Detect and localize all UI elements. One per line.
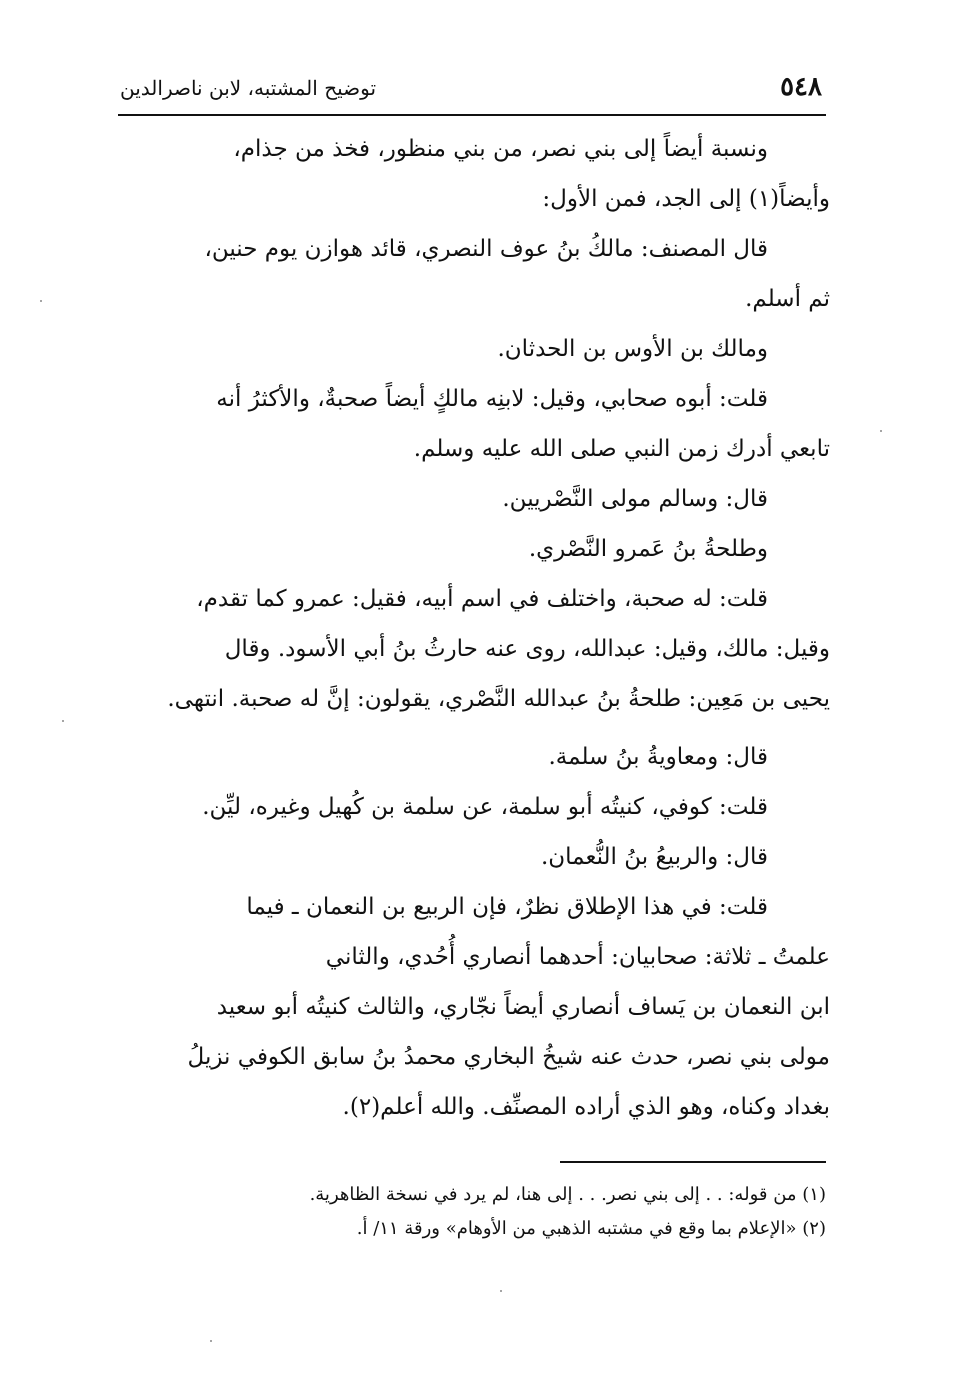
page-number: ٥٤٨	[780, 72, 822, 102]
text-line: قلت: له صحبة، واختلف في اسم أبيه، فقيل: عمرو كما تقدم،	[196, 586, 768, 612]
text-line: وأيضاً(١) إلى الجد، فمن الأول:	[542, 186, 830, 212]
text-line: وطلحةُ بنُ عَمرو النَّصْري.	[528, 536, 768, 562]
page-header	[118, 60, 826, 116]
scan-speckle	[210, 1340, 212, 1342]
text-line: قلت: أبوه صحابي، وقيل: لابنِه مالكٍ أيضاً صحبةٌ، والأكثرُ أنه	[216, 386, 768, 412]
scan-speckle	[500, 1290, 502, 1292]
text-line: قال المصنف: مالكُ بنُ عوف النصري، قائد هوازن يوم حنين،	[204, 236, 768, 262]
text-line: ثم أسلم.	[745, 286, 830, 312]
text-line: بغداد وكناه، وهو الذي أراده المصنِّف. والله أعلم(٢).	[342, 1094, 830, 1120]
text-line: مولى بني نصر، حدث عنه شيخُ البخاري محمدُ بنُ سابق الكوفي نزيلُ	[187, 1044, 830, 1070]
text-line: تابعي أدرك زمن النبي صلى الله عليه وسلم.	[413, 436, 830, 462]
footnotes	[108, 1178, 826, 1246]
text-line: علمتُ ـ ثلاثة: صحابيان: أحدهما أنصاري أُحُدي، والثاني	[325, 944, 830, 970]
text-line: وقيل: مالك، وقيل: عبدالله، روى عنه حارثُ بنُ أبي الأسود. وقال	[224, 636, 830, 662]
footnote-divider	[560, 1161, 826, 1163]
text-line: قال: ومعاويةُ بنُ سلمة.	[548, 744, 768, 770]
text-line: قال: والربيعُ بنُ النُّعمان.	[540, 844, 768, 870]
scan-speckle	[40, 300, 42, 302]
scan-speckle	[62, 720, 64, 722]
running-title: توضيح المشتبه، لابن ناصرالدين	[120, 76, 377, 100]
text-line: قلت: كوفي، كنيتُه أبو سلمة، عن سلمة بن كُهيل وغيره، ليِّن.	[202, 794, 768, 820]
footnote: (١) من قوله: . . إلى بني نصر. . . إلى هنا، لم يرد في نسخة الظاهرية.	[309, 1184, 826, 1205]
text-line: ومالك بن الأوس بن الحدثان.	[497, 336, 768, 362]
text-line: ابن النعمان بن يَساف أنصاري أيضاً نجّاري، والثالث كنيتُه أبو سعيد	[216, 994, 830, 1020]
text-line: يحيى بن مَعِين: طلحةُ بنُ عبدالله النَّصْري، يقولون: إنَّ له صحبة. انتهى.	[167, 686, 830, 712]
text-line: قلت: في هذا الإطلاق نظرٌ، فإن الربيع بن النعمان ـ فيما	[246, 894, 768, 920]
footnote: (٢) «الإعلام بما وقع في مشتبه الذهبي من الأوهام» ورقة ١١/ أ.	[356, 1218, 826, 1239]
text-line: ونسبة أيضاً إلى بني نصر، من بني منظور، فخذ من جذام،	[233, 136, 768, 162]
main-text	[108, 124, 830, 1132]
text-line: قال: وسالم مولى النَّصْريين.	[502, 486, 768, 512]
scan-speckle	[880, 430, 882, 432]
